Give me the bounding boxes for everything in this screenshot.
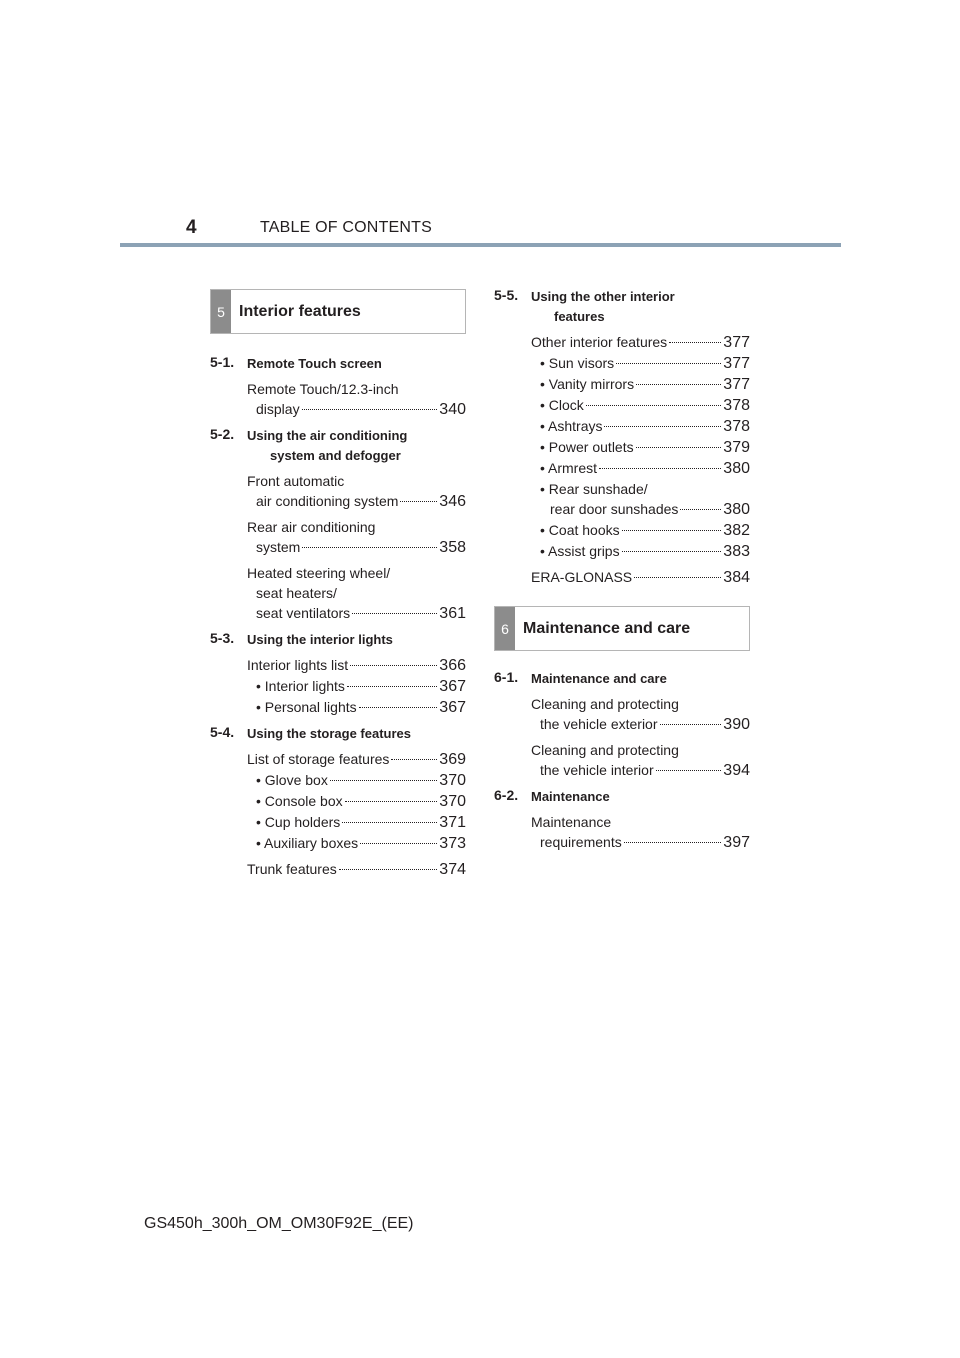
chapter-title: Maintenance and care [523,619,691,637]
toc-entry[interactable] [247,770,466,791]
section-title-text: features [554,309,605,324]
page-ref: 367 [439,699,466,716]
entry-text: • Assist grips [540,543,620,559]
section-5-1 [210,354,466,374]
section-5-2 [210,426,466,466]
toc-entry[interactable] [247,833,466,854]
page-number: 4 [186,217,197,238]
toc-entry[interactable] [531,740,750,781]
toc-entry[interactable] [247,749,466,770]
section-number: 5-1. [210,354,235,370]
entry-text: rear door sunshades [550,501,679,517]
page-ref: 377 [723,355,750,372]
toc-entry[interactable] [531,458,750,479]
toc-entry[interactable] [247,471,466,512]
page-title: TABLE OF CONTENTS [260,219,433,236]
page-ref: 384 [723,569,750,586]
entry-text: Cleaning and protecting [531,742,679,758]
toc-entry[interactable] [247,859,466,880]
entry-text: system [256,539,301,555]
section-6-2 [494,787,750,807]
section-title[interactable] [247,630,466,650]
section-title[interactable] [531,669,750,689]
section-title[interactable] [531,287,750,327]
page-ref: 361 [439,605,466,622]
chapter-number: 6 [495,607,515,650]
entry-text: Interior lights list [247,657,349,673]
section-number: 5-3. [210,630,235,646]
entry-text: Maintenance [531,814,612,830]
document-code: GS450h_300h_OM_OM30F92E_(EE) [144,1215,414,1232]
entry-text: • Glove box [256,772,328,788]
section-number: 5-5. [494,287,519,303]
section-title[interactable] [247,354,466,374]
page-ref: 346 [439,493,466,510]
page-ref: 394 [723,762,750,779]
page-ref: 358 [439,539,466,556]
page-ref: 367 [439,678,466,695]
page-ref: 373 [439,835,466,852]
entry-text: Cleaning and protecting [531,696,679,712]
toc-entry[interactable] [247,812,466,833]
toc-entry[interactable] [247,791,466,812]
page-ref: 378 [723,397,750,414]
entry-text: • Vanity mirrors [540,376,635,392]
toc-entry[interactable] [531,332,750,353]
entry-text: • Ashtrays [540,418,603,434]
section-title-text: Using the storage features [247,726,411,741]
page-ref: 379 [723,439,750,456]
entry-text: • Power outlets [540,439,634,455]
entry-text: • Rear sunshade/ [540,481,648,497]
toc-entry[interactable] [531,437,750,458]
section-title-text: Using the interior lights [247,632,393,647]
chapter-5-banner[interactable] [210,289,466,334]
entry-text: seat heaters/ [256,585,337,601]
toc-entry[interactable] [531,416,750,437]
section-5-5 [494,287,750,327]
toc-entry[interactable] [531,541,750,562]
entry-text: • Armrest [540,460,598,476]
section-title-text: system and defogger [270,448,401,463]
page-ref: 377 [723,376,750,393]
entry-text: Trunk features [247,861,337,877]
page-ref: 370 [439,772,466,789]
entry-text: ERA-GLONASS [531,569,633,585]
page-ref: 380 [723,460,750,477]
toc-entry[interactable] [247,517,466,558]
section-number: 6-2. [494,787,519,803]
section-6-1 [494,669,750,689]
toc-entry[interactable] [531,694,750,735]
entry-text: requirements [540,834,622,850]
section-number: 5-2. [210,426,235,442]
page-ref: 377 [723,334,750,351]
toc-entry[interactable] [531,520,750,541]
section-5-4 [210,724,466,744]
entry-text: the vehicle exterior [540,716,658,732]
right-column [494,287,750,853]
toc-entry[interactable] [531,395,750,416]
page-ref: 371 [439,814,466,831]
section-title[interactable] [531,787,750,807]
entry-text: • Console box [256,793,343,809]
header-divider [120,243,841,247]
entry-text: the vehicle interior [540,762,654,778]
entry-text: Other interior features [531,334,668,350]
toc-entry[interactable] [247,379,466,420]
entry-text: • Cup holders [256,814,341,830]
section-title-text: Remote Touch screen [247,356,382,371]
page-ref: 390 [723,716,750,733]
entry-text: • Personal lights [256,699,357,715]
left-column [210,289,466,880]
toc-entry[interactable] [247,655,466,676]
section-number: 6-1. [494,669,519,685]
entry-text: Heated steering wheel/ [247,565,391,581]
toc-entry[interactable] [531,479,750,520]
page-ref: 369 [439,751,466,768]
page-ref: 397 [723,834,750,851]
toc-entry[interactable] [247,563,466,624]
entry-text: • Clock [540,397,584,413]
toc-entry[interactable] [247,697,466,718]
toc-entry[interactable] [531,567,750,588]
page-ref: 340 [439,401,466,418]
chapter-number: 5 [211,290,231,333]
entry-text: • Interior lights [256,678,345,694]
section-title-text: Maintenance [531,789,610,804]
page-ref: 378 [723,418,750,435]
page-ref: 374 [439,861,466,878]
entry-text: • Auxiliary boxes [256,835,359,851]
toc-entry[interactable] [531,353,750,374]
entry-text: air conditioning system [256,493,399,509]
toc-entry[interactable] [531,812,750,853]
section-title-text: Using the air conditioning [247,428,408,443]
toc-entry[interactable] [247,676,466,697]
toc-entry[interactable] [531,374,750,395]
section-title-text: Maintenance and care [531,671,667,686]
section-title[interactable] [247,724,466,744]
section-title-text: Using the other interior [531,289,675,304]
entry-text: Front automatic [247,473,345,489]
entry-text: • Sun visors [540,355,615,371]
section-number: 5-4. [210,724,235,740]
page-ref: 383 [723,543,750,560]
entry-text: seat ventilators [256,605,351,621]
entry-text: display [256,401,300,417]
entry-text: List of storage features [247,751,390,767]
page-ref: 380 [723,501,750,518]
page-ref: 370 [439,793,466,810]
chapter-6-banner[interactable] [494,606,750,651]
section-5-3 [210,630,466,650]
page-ref: 382 [723,522,750,539]
entry-text: Remote Touch/12.3-inch [247,381,399,397]
section-title[interactable] [247,426,466,466]
entry-text: Rear air conditioning [247,519,376,535]
chapter-title: Interior features [239,302,361,320]
entry-text: • Coat hooks [540,522,620,538]
page-ref: 366 [439,657,466,674]
